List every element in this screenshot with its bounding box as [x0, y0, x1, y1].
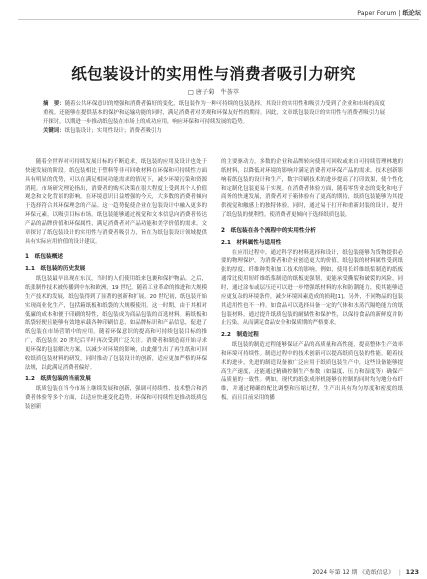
section-2-2-paragraph: 纸包装的制造过程能够保证产品的高质量和高性能，提高整体生产效率和环境可持续性。制造过程中的技术创新可以提高纸质包装的性能。随着技术的进步，先进的制造设备被广泛应用于纸质包装生产中，这些设备能够提高生产速度，还能通过精确控制生产参数（如温度、压力和湿度等）确保产品质量的一致性。例如，现代的纸张成形机能够在控制的同时均匀地分布纤维，并通过精确的配比调整和压缩过程，生产出具有均匀厚度和密度的纸板。而且目前采用的播 [221, 342, 403, 402]
section-1-heading: 1 纸包装概述 [25, 254, 64, 261]
section-2-2-heading: 2.2 制造过程 [221, 332, 259, 339]
abstract-text: 随着公共环保意识的增强和消费者偏好的变化，纸包装作为一种可持续的包装选择，其设计的实用性和吸引力受到了企业和市场的高度重视。还能够在提供基本的保护和运输功能的同时，满足消费者对美观和环保友好性的期待。因此，文章纸包装设计的实用性与消费者吸引力展开探讨，以期进一步推动纸包装在市场上的成功应用，响应环保和可持续发展的趋势。 [43, 101, 385, 125]
section-1-2-paragraph: 纸质包装在当今市场上继续发展和创新，强调可持续性、技术整合和消费者体验等多个方面，以适应快速变化趋势。环保和可持续性是推动纸质包装创新 [25, 386, 207, 410]
article-title: 纸包装设计的实用性与消费者吸引力研究 [71, 65, 356, 83]
article-authors [0, 87, 427, 96]
section-1-2-heading: 1.2 纸质包装的当前发展 [25, 376, 91, 383]
header-separator: | [398, 10, 401, 17]
intro-paragraph: 随着全世界对可持续发展日标的不断追求，纸包装的应用及设计也处于快速发展的阶段。纸包装相比于塑料等非可回收材料在环保和可持续性方面具有明显的优势，可以在满足相同功能需求的情况下，减少环境污染和资源消耗。市场研究理论指出，消费者的购买决策在很大程度上受到其个人价值观念和文化背景的影响，在环境意识日益增强的今天，大多数的消费者倾向于选择符合其环保理念的产品。这一趋势促使企业在包装设计中融入更多的环保元素，以吸引目标市场。纸包装能够通过视觉和文本信息向消费者传达产品的品牌价值和环保属性，满足消费者对产品功能和美学价值的需求。文章探讨了纸包装设计的实用性与消费者吸引力，旨在为纸包装设计领域提供具有实际应用价值的设计建议。 [25, 159, 207, 245]
section-1-1-paragraph: 纸包装最早出现在东汉，当时的人们使用纸来包裹和保护物品。之后，纸张制作技术被传播到中东和欧洲，19 世纪，随着工业革命的推进和大规模生产技术的发展，纸包装得到了显著的创新和扩展。20 世纪初，纸包装开始实现商业化生产，包括箱纸板和纸袋的大规模使用。这一时期，由于其相对低廉的成本和便于印刷的特性，纸包装成为商品包装的首选材料。箱纸板和纸袋轻便且能够有效地承载各种印刷信息，如品牌标识和产品信息，促进了纸包装在市场营销中的应用。随着环保意识的提高和可持续包装目标的推广，纸包装在 20 世纪后半叶再次受到广泛关注。消费者和制造商开始寻求更环保的包装解决方案，以减少对环境的影响，由此催生出了再生纸和可回收纸质包装材料的研发，同时推动了包装设计的创新，适应更加严格的环保法规，以此满足消费者偏好。 [25, 276, 207, 371]
page-footer [312, 567, 419, 576]
footer-journal: 《造纸信息》 [359, 570, 395, 576]
abstract-block [43, 100, 385, 136]
section-1-1-heading: 1.1 纸包装的历史发展 [25, 266, 86, 273]
section-2-1-heading: 2.1 材料属性与适用性 [221, 239, 282, 246]
header-forum-cn: 纸论坛 [402, 10, 421, 17]
footer-separator: | [398, 570, 401, 576]
footer-date: 2024 年第 12 期 [312, 570, 358, 576]
running-header [357, 8, 421, 17]
author-marker-icon: □ [187, 89, 194, 96]
keywords-label: 关键词： [43, 127, 65, 134]
header-rule [18, 19, 419, 20]
section-2-heading: 2 纸包装在各个流程中的实用性分析 [221, 227, 316, 234]
abstract-label: 摘 要： [43, 101, 65, 107]
header-forum-en: Paper Forum [357, 10, 397, 17]
right-column [221, 158, 403, 403]
left-column [25, 158, 207, 412]
keywords-text: 纸包装设计；实用性设计；消费者吸引力 [64, 127, 162, 134]
continued-paragraph: 的主要驱动力，多数的企业和品牌转向使用可回收或来自可持续管理林地的纸材料，以降低对环境的影响并满足消费者对环保产品的需求。技术创新影响着纸包装的设计和生产，数字印刷技术的进步提高了打印效果，使个性化和定制化包装更易于实现。在消费者体验方面，随着零售业态的变化和电子商务的快速发展，消费者对于箱体验有了更高的期待，纸质包装能够为其提供视觉和触感上的独特体验。同时，通过易于打开和重新封装的设计，提升了纸包装的便利性，使消费者更倾向于选择纸质包装。 [221, 159, 403, 219]
section-2-1-paragraph: 在应用过程中，通过科学的材料选择和设计，纸包装能够为货物提供必要的物理保护，为消费者和企业创造更大的价值。纸包装的材料属性受到纸张的厚度、纤维种类和加工技术的影响。例如，使用长纤维纸浆制造的纸板通常比使用短纤维纸浆制造的纸板更强韧，更能承受撕裂和破裂的风险。同时，通过涂布或层压还可以进一步增强纸材料的水和防潮能力，使其能够适应更复杂的环境条件，减少环境因素造成的损耗[1]。另外，不同物品的包装其适用性也不一样。如食品可以选择具备一定的气体和水蒸汽隔绝能力的纸包装材料，通过提升纸质包装的耐储性和保护性，以保持食品的新鲜度并防止污染，从而满足食品安全和保质期的严格要求。 [221, 249, 403, 327]
authors-text: 唐子菊 牛荟萃 [195, 89, 240, 96]
page-number: 123 [405, 568, 419, 576]
